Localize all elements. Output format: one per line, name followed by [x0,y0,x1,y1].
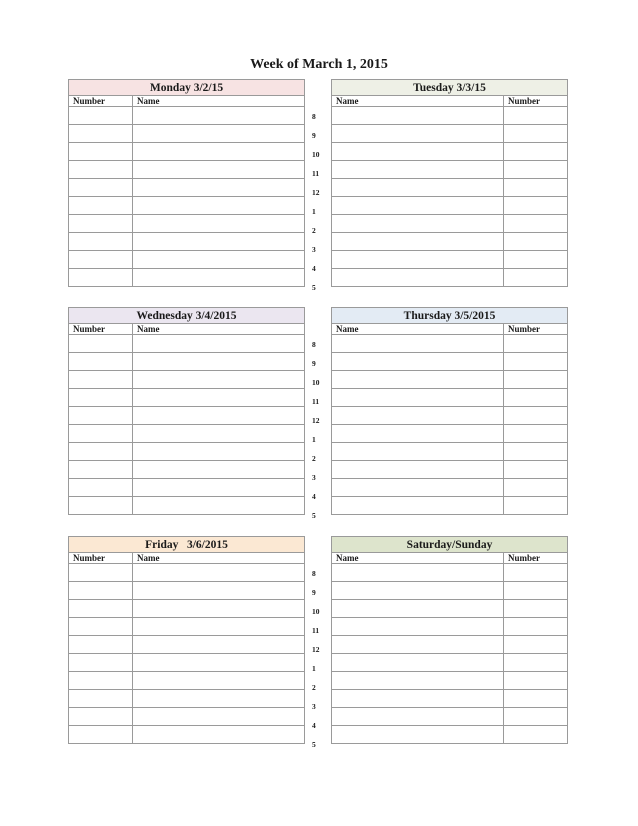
name-cell[interactable] [133,600,305,618]
name-column-header: Name [332,553,504,564]
number-cell[interactable] [69,197,133,215]
number-cell[interactable] [69,443,133,461]
name-cell[interactable] [133,497,305,515]
name-cell[interactable] [332,371,504,389]
hour-label: 3 [312,245,316,254]
number-cell[interactable] [504,618,568,636]
number-cell[interactable] [504,371,568,389]
hour-label: 3 [312,473,316,482]
number-cell[interactable] [504,425,568,443]
day-header-friday: Friday 3/6/2015 [69,537,305,553]
name-cell[interactable] [133,672,305,690]
day-header-tuesday: Tuesday 3/3/15 [332,80,568,96]
number-cell[interactable] [504,353,568,371]
number-cell[interactable] [69,143,133,161]
number-cell[interactable] [504,143,568,161]
number-cell[interactable] [504,269,568,287]
hour-label: 8 [312,112,316,121]
number-cell[interactable] [504,600,568,618]
number-column-header: Number [69,96,133,107]
number-cell[interactable] [504,233,568,251]
name-cell[interactable] [133,215,305,233]
hour-label: 4 [312,264,316,273]
name-cell[interactable] [332,251,504,269]
hour-label: 10 [312,150,320,159]
number-cell[interactable] [504,125,568,143]
day-header-thursday: Thursday 3/5/2015 [332,308,568,324]
thursday-table [331,307,568,515]
name-cell[interactable] [332,353,504,371]
number-cell[interactable] [69,335,133,353]
name-cell[interactable] [332,125,504,143]
number-cell[interactable] [69,233,133,251]
name-cell[interactable] [332,690,504,708]
number-cell[interactable] [69,654,133,672]
page-title: Week of March 1, 2015 [250,57,388,72]
hour-label: 9 [312,131,316,140]
hour-label: 9 [312,588,316,597]
number-column-header: Number [69,324,133,335]
hour-label: 1 [312,664,316,673]
number-cell[interactable] [504,636,568,654]
name-cell[interactable] [133,161,305,179]
name-cell[interactable] [332,672,504,690]
number-cell[interactable] [69,107,133,125]
number-cell[interactable] [69,425,133,443]
name-cell[interactable] [332,443,504,461]
name-cell[interactable] [133,407,305,425]
name-cell[interactable] [133,389,305,407]
name-cell[interactable] [133,726,305,744]
name-cell[interactable] [133,443,305,461]
name-cell[interactable] [133,197,305,215]
name-cell[interactable] [332,179,504,197]
name-cell[interactable] [332,497,504,515]
number-cell[interactable] [504,564,568,582]
name-cell[interactable] [332,407,504,425]
number-cell[interactable] [504,708,568,726]
hour-label: 3 [312,702,316,711]
name-cell[interactable] [133,654,305,672]
name-cell[interactable] [133,582,305,600]
number-cell[interactable] [504,654,568,672]
wednesday-table [68,307,305,515]
number-cell[interactable] [504,690,568,708]
name-cell[interactable] [133,425,305,443]
number-cell[interactable] [504,726,568,744]
hour-label: 4 [312,492,316,501]
number-cell[interactable] [504,672,568,690]
number-cell[interactable] [69,389,133,407]
name-cell[interactable] [332,425,504,443]
number-cell[interactable] [504,251,568,269]
number-cell[interactable] [504,407,568,425]
name-column-header: Name [133,324,305,335]
name-cell[interactable] [133,690,305,708]
hour-label: 8 [312,569,316,578]
name-column-header: Name [332,96,504,107]
name-cell[interactable] [133,269,305,287]
name-cell[interactable] [133,143,305,161]
name-column-header: Name [133,96,305,107]
hour-label: 5 [312,283,316,292]
hour-label: 4 [312,721,316,730]
name-cell[interactable] [332,654,504,672]
number-column-header: Number [504,324,568,335]
hour-label: 10 [312,607,320,616]
name-cell[interactable] [133,564,305,582]
name-cell[interactable] [133,233,305,251]
number-cell[interactable] [504,497,568,515]
name-cell[interactable] [332,726,504,744]
name-cell[interactable] [133,461,305,479]
number-cell[interactable] [69,125,133,143]
number-cell[interactable] [69,215,133,233]
name-cell[interactable] [332,479,504,497]
hour-label: 12 [312,188,320,197]
name-cell[interactable] [332,269,504,287]
name-cell[interactable] [332,335,504,353]
number-cell[interactable] [504,179,568,197]
name-cell[interactable] [133,353,305,371]
number-cell[interactable] [504,107,568,125]
number-cell[interactable] [504,197,568,215]
name-cell[interactable] [332,197,504,215]
name-cell[interactable] [332,564,504,582]
number-cell[interactable] [69,161,133,179]
hour-label: 9 [312,359,316,368]
number-cell[interactable] [69,564,133,582]
name-column-header: Name [332,324,504,335]
name-cell[interactable] [332,461,504,479]
number-cell[interactable] [69,672,133,690]
name-cell[interactable] [133,335,305,353]
hour-label: 11 [312,169,320,178]
name-cell[interactable] [133,371,305,389]
hour-label: 11 [312,626,320,635]
name-cell[interactable] [332,708,504,726]
day-header-wednesday: Wednesday 3/4/2015 [69,308,305,324]
hour-label: 12 [312,645,320,654]
hour-label: 10 [312,378,320,387]
name-column-header: Name [133,553,305,564]
hour-label: 5 [312,511,316,520]
number-cell[interactable] [504,582,568,600]
number-cell[interactable] [69,179,133,197]
number-cell[interactable] [69,269,133,287]
hour-label: 1 [312,207,316,216]
hour-label: 2 [312,226,316,235]
number-cell[interactable] [69,582,133,600]
number-cell[interactable] [69,708,133,726]
name-cell[interactable] [332,143,504,161]
number-cell[interactable] [504,389,568,407]
number-cell[interactable] [69,371,133,389]
name-cell[interactable] [133,618,305,636]
name-cell[interactable] [332,107,504,125]
number-cell[interactable] [69,407,133,425]
name-cell[interactable] [332,389,504,407]
monday-table [68,79,305,287]
hour-label: 8 [312,340,316,349]
number-cell[interactable] [504,461,568,479]
name-cell[interactable] [332,582,504,600]
name-cell[interactable] [133,251,305,269]
number-cell[interactable] [69,497,133,515]
number-cell[interactable] [69,690,133,708]
hour-label: 1 [312,435,316,444]
hour-label: 2 [312,683,316,692]
number-cell[interactable] [69,600,133,618]
number-cell[interactable] [69,636,133,654]
name-cell[interactable] [332,215,504,233]
name-cell[interactable] [332,600,504,618]
name-cell[interactable] [332,233,504,251]
day-header-monday: Monday 3/2/15 [69,80,305,96]
number-cell[interactable] [504,443,568,461]
friday-table [68,536,305,744]
name-cell[interactable] [332,636,504,654]
name-cell[interactable] [133,179,305,197]
tuesday-table [331,79,568,287]
name-cell[interactable] [133,107,305,125]
number-cell[interactable] [69,726,133,744]
number-cell[interactable] [504,215,568,233]
number-column-header: Number [69,553,133,564]
number-cell[interactable] [69,353,133,371]
name-cell[interactable] [133,708,305,726]
hour-label: 2 [312,454,316,463]
name-cell[interactable] [332,618,504,636]
number-cell[interactable] [504,479,568,497]
number-column-header: Number [504,96,568,107]
day-header-saturday-sunday: Saturday/Sunday [332,537,568,553]
number-cell[interactable] [69,461,133,479]
hour-label: 5 [312,740,316,749]
number-cell[interactable] [69,251,133,269]
name-cell[interactable] [133,479,305,497]
number-cell[interactable] [69,479,133,497]
number-cell[interactable] [504,335,568,353]
saturday-sunday-table [331,536,568,744]
name-cell[interactable] [332,161,504,179]
name-cell[interactable] [133,125,305,143]
number-column-header: Number [504,553,568,564]
hour-label: 12 [312,416,320,425]
name-cell[interactable] [133,636,305,654]
hour-label: 11 [312,397,320,406]
number-cell[interactable] [504,161,568,179]
number-cell[interactable] [69,618,133,636]
